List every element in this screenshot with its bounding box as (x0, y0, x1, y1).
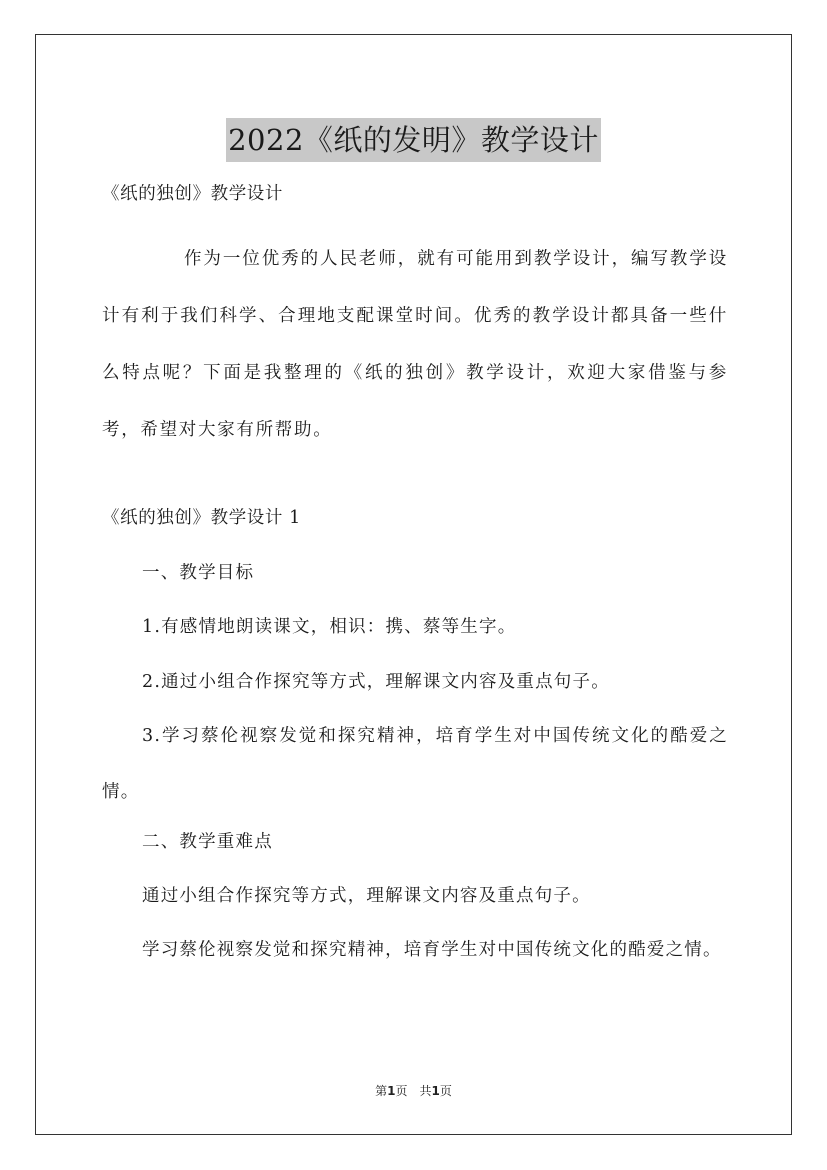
goal-item-2: 2.通过小组合作探究等方式，理解课文内容及重点句子。 (142, 672, 610, 692)
difficulty-item-2: 学习蔡伦视察发觉和探究精神，培育学生对中国传统文化的酷爱之情。 (142, 940, 722, 960)
goal-item-3: 3.学习蔡伦视察发觉和探究精神，培育学生对中国传统文化的酷爱之情。 (102, 726, 728, 802)
page-total: 共1页 (419, 1084, 452, 1098)
heading-teaching-goals: 一、教学目标 (142, 563, 255, 583)
page-footer (0, 1082, 827, 1099)
section-title: 《纸的独创》教学设计 1 (102, 508, 301, 528)
goal-item-1: 1.有感情地朗读课文，相识：携、蔡等生字。 (142, 617, 517, 637)
difficulty-item-1: 通过小组合作探究等方式，理解课文内容及重点句子。 (142, 886, 591, 906)
document-title: 2022《纸的发明》教学设计 (226, 118, 601, 162)
page-number: 第1页 (375, 1084, 408, 1098)
document-subtitle: 《纸的独创》教学设计 (102, 184, 283, 204)
title-container (0, 99, 827, 182)
heading-key-difficulties: 二、教学重难点 (142, 832, 273, 852)
intro-paragraph: 作为一位优秀的人民老师，就有可能用到教学设计，编写教学设计有利于我们科学、合理地支配课堂时间。优秀的教学设计都具备一些什么特点呢？下面是我整理的《纸的独创》教学设计，欢迎大家借鉴与参考，希望对大家有所帮助。 (102, 249, 728, 440)
